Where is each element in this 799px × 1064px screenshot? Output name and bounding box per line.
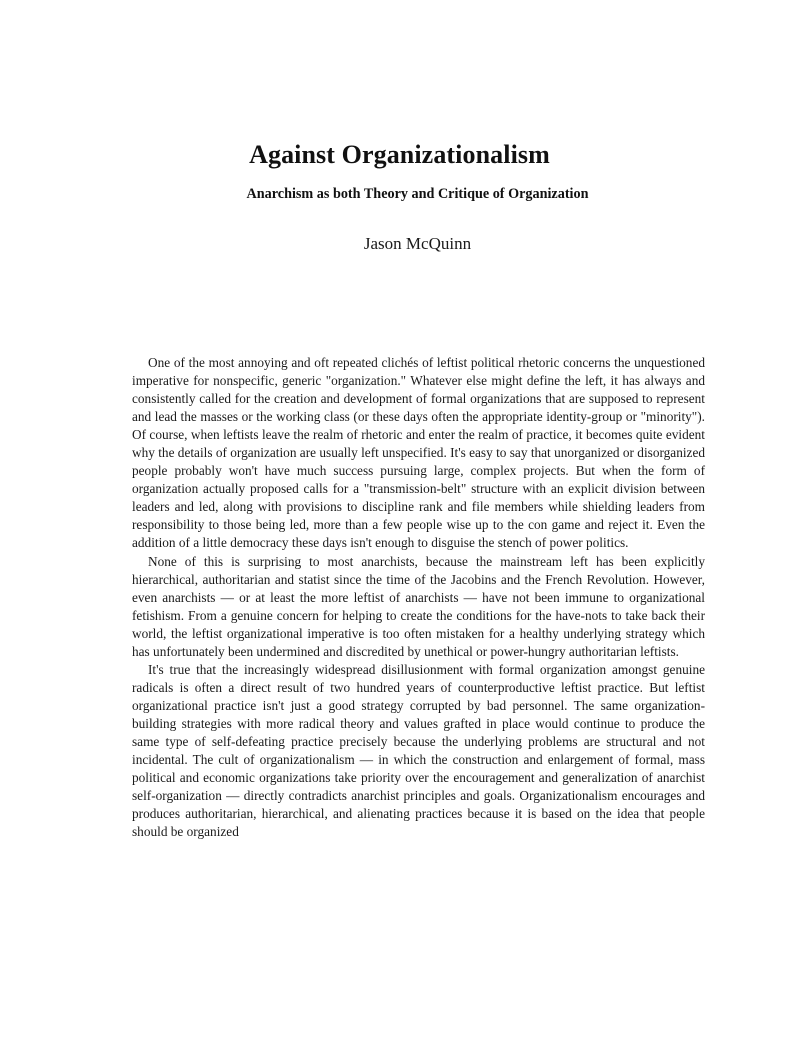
paragraph: None of this is surprising to most anarchists, because the mainstream left has been explicitly hierarchical, authoritarian and statist since the time of the Jacobins and the French Revolution. However, even anarchists — or at least the more leftist of anarchists — have not been immune to organizational fetishism. From a genuine concern for helping to create the conditions for the have-nots to take back their world, the leftist organizational imperative is too often mistaken for a healthy underlying strategy which has unfortunately been undermined and discredited by unethical or power-hungry authoritarian leftists. <box>132 553 705 659</box>
paragraph: It's true that the increasingly widespread disillusionment with formal organization amongst genuine radicals is often a direct result of two hundred years of counterproductive leftist practice. But leftist organizational practice isn't just a good strategy corrupted by bad personnel. The same organization-building strategies with more radical theory and values grafted in place would continue to produce the same type of self-defeating practice precisely because the underlying problems are structural and not incidental. The cult of organizationalism — in which the construction and enlargement of formal, mass political and economic organizations take priority over the encouragement and generalization of anarchist self-organization — directly contradicts anarchist principles and goals. Organizationalism encourages and produces authoritarian, hierarchical, and alienating practices because it is based on the idea that people should be organized <box>132 661 705 840</box>
document-title: Against Organizationalism <box>249 140 550 169</box>
body-text <box>132 354 705 841</box>
paragraph: One of the most annoying and oft repeated clichés of leftist political rhetoric concerns the unquestioned imperative for nonspecific, generic "organization." Whatever else might define the left, it has always and consistently called for the creation and development of formal organizations that are supposed to represent and lead the masses or the working class (or these days often the appropriate identity-group or "minority"). Of course, when leftists leave the realm of rhetoric and enter the realm of practice, it becomes quite evident why the details of organization are usually left unspecified. It's easy to say that unorganized or disorganized people probably won't have much success pursuing large, complex projects. But when the form of organization actually proposed calls for a "transmission-belt" structure with an explicit division between leaders and led, along with provisions to discipline rank and file members while shielding leaders from responsibility to those being led, more than a few people wise up to the con game and reject it. Even the addition of a little democracy these days isn't enough to disguise the stench of power politics. <box>132 355 705 551</box>
document-subtitle: Anarchism as both Theory and Critique of Organization <box>246 186 589 202</box>
document-author: Jason McQuinn <box>363 234 472 253</box>
